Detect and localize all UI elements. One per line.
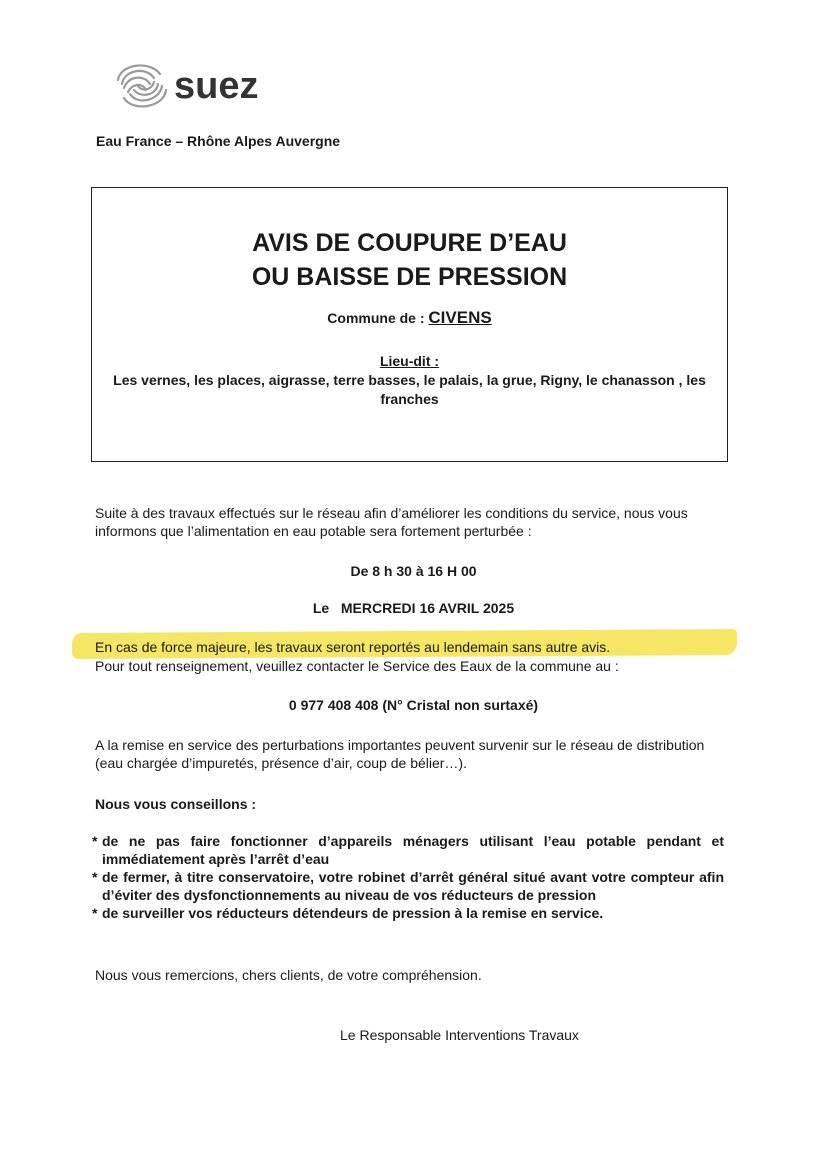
list-item: [92, 904, 724, 922]
suez-logo: [112, 56, 272, 116]
suez-swirl-icon: [112, 56, 172, 116]
list-item: [92, 868, 724, 904]
advice-text: de fermer, à titre conservatoire, votre robinet d’arrêt général situé avant votre compteur afin d’éviter des dysfonctionnements au niveau de vos réducteurs de pression: [102, 869, 724, 903]
force-majeure-note: En cas de force majeure, les travaux seront reportés au lendemain sans autre avis.: [95, 639, 611, 655]
contact-phone: 0 977 408 408 (N° Cristal non surtaxé): [288, 697, 539, 713]
advice-list: [92, 832, 724, 922]
bullet-star-icon: *: [92, 869, 98, 885]
bullet-star-icon: *: [92, 905, 98, 921]
lieu-dit-list: Les vernes, les places, aigrasse, terre basses, le palais, la grue, Rigny, le chanasson , les franches: [113, 372, 706, 407]
advice-text: de ne pas faire fonctionner d’appareils ménagers utilisant l’eau potable pendant et immédiatement après l’arrêt d’eau: [102, 833, 724, 867]
contact-intro: Pour tout renseignement, veuillez contacter le Service des Eaux de la commune au :: [95, 658, 619, 674]
restore-warning: A la remise en service des perturbations importantes peuvent survenir sur le réseau de distribution (eau chargée d’impuretés, présence d’air, coup de bélier…).: [95, 737, 705, 771]
commune-label: Commune de :: [327, 310, 425, 326]
advice-title: Nous vous conseillons :: [95, 796, 257, 812]
notice-box: [91, 187, 728, 462]
logo-wordmark: suez: [174, 65, 259, 107]
commune-line: [92, 308, 727, 328]
advice-text: de surveiller vos réducteurs détendeurs de pression à la remise en service.: [102, 905, 604, 921]
thanks-line: Nous vous remercions, chers clients, de votre compréhension.: [95, 967, 482, 983]
intro-paragraph: Suite à des travaux effectués sur le réseau afin d’améliorer les conditions du service, nous vous informons que l’alimentation en eau potable sera fortement perturbée :: [95, 505, 688, 539]
lieu-dit-label: Lieu-dit :: [379, 353, 440, 369]
title-line-2: OU BAISSE DE PRESSION: [251, 263, 568, 291]
outage-time: De 8 h 30 à 16 H 00: [350, 563, 477, 579]
notice-title: [92, 226, 727, 294]
list-item: [92, 832, 724, 868]
division-name: Eau France – Rhône Alpes Auvergne: [96, 133, 341, 149]
bullet-star-icon: *: [92, 833, 98, 849]
commune-name: CIVENS: [428, 308, 492, 327]
outage-date: Le MERCREDI 16 AVRIL 2025: [312, 600, 515, 616]
title-line-1: AVIS DE COUPURE D’EAU: [252, 229, 567, 257]
signature-line: Le Responsable Interventions Travaux: [340, 1027, 579, 1043]
